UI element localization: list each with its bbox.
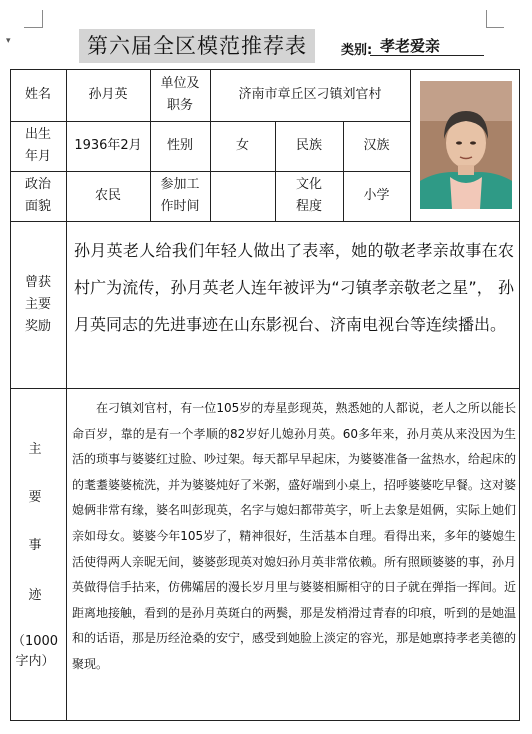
deeds-text[interactable]: 在刁镇刘官村，有一位105岁的寿星彭现英，熟悉她的人都说，老人之所以能长命百岁，靠的是有一个孝顺的82岁好儿媳孙月英。60多年来，孙月英从来没因为生活的琐事与婆婆红过脸、吵过架。每天都早早起床，为婆婆准备一盆热水，给起床的的耄耋婆婆梳洗，并为婆婆炖好了米粥，盛好端到小桌上，招呼婆婆吃早餐。这对婆媳俩非常有缘，婆名叫彭现英，名字与媳妇都带英字，听上去象是姐俩，实际上她们亲如母女。婆婆今年105岁了，精神很好，生活基本自理。看得出来，多年的婆媳生活使得两人亲昵无间，婆婆彭现英对媳妇孙月英非常依赖。所有照顾婆婆的事，孙月英做得信手拈来，仿佛孀居的漫长岁月里与婆婆相厮相守的日子就在弹指一挥间。近距离地接触，看到的是孙月英斑白的两鬓，那是发梢滑过青春的印痕，听到的是她温和的话语，那是历经沧桑的安宁，感受到她脸上淡定的容光，那是她禀持孝老美德的聚现。 — [72, 401, 517, 671]
deeds-label-char: 要 — [28, 490, 42, 505]
deeds-label-char: 迹 — [28, 588, 42, 603]
honors-text[interactable]: 孙月英老人给我们年轻人做出了表率，她的敬老孝亲故事在农村广为流传，孙月英老人连年被评为“刁镇孝亲敬老之星”， 孙月英同志的先进事迹在山东影视台、济南电视台等连续播出。 — [74, 241, 514, 334]
politics-value[interactable]: 农民 — [94, 188, 121, 203]
crop-mark — [42, 10, 43, 28]
honors-label: 曾获主要奖励 — [24, 274, 51, 334]
category-value[interactable]: 孝老爱亲 — [370, 37, 484, 56]
gender-label: 性别 — [166, 138, 193, 153]
name-value[interactable]: 孙月英 — [88, 87, 128, 102]
margin-marker-icon: ▾ — [6, 36, 11, 46]
page-title: 第六届全区模范推荐表 — [79, 29, 315, 63]
politics-label: 政治面貌 — [24, 177, 51, 214]
education-value[interactable]: 小学 — [363, 188, 390, 203]
education-label: 文化程度 — [295, 177, 322, 214]
work-time-value[interactable] — [210, 171, 275, 221]
portrait-photo — [420, 81, 512, 209]
deeds-label-char: 主 — [28, 442, 42, 457]
birth-value[interactable]: 1936年2月 — [74, 138, 142, 153]
ethnicity-value[interactable]: 汉族 — [363, 138, 390, 153]
deeds-note: （1000字内） — [11, 634, 59, 669]
birth-label: 出生年月 — [24, 127, 51, 164]
crop-mark — [486, 10, 487, 28]
crop-mark — [486, 27, 504, 28]
name-label: 姓名 — [24, 87, 51, 102]
category-label: 类别: — [341, 43, 373, 58]
unit-label: 单位及职务 — [160, 76, 200, 113]
deeds-label-char: 事 — [28, 538, 42, 553]
unit-value[interactable]: 济南市章丘区刁镇刘官村 — [238, 87, 382, 102]
gender-value[interactable]: 女 — [235, 138, 249, 153]
ethnicity-label: 民族 — [295, 138, 322, 153]
work-time-label: 参加工作时间 — [160, 177, 200, 214]
crop-mark — [24, 27, 42, 28]
